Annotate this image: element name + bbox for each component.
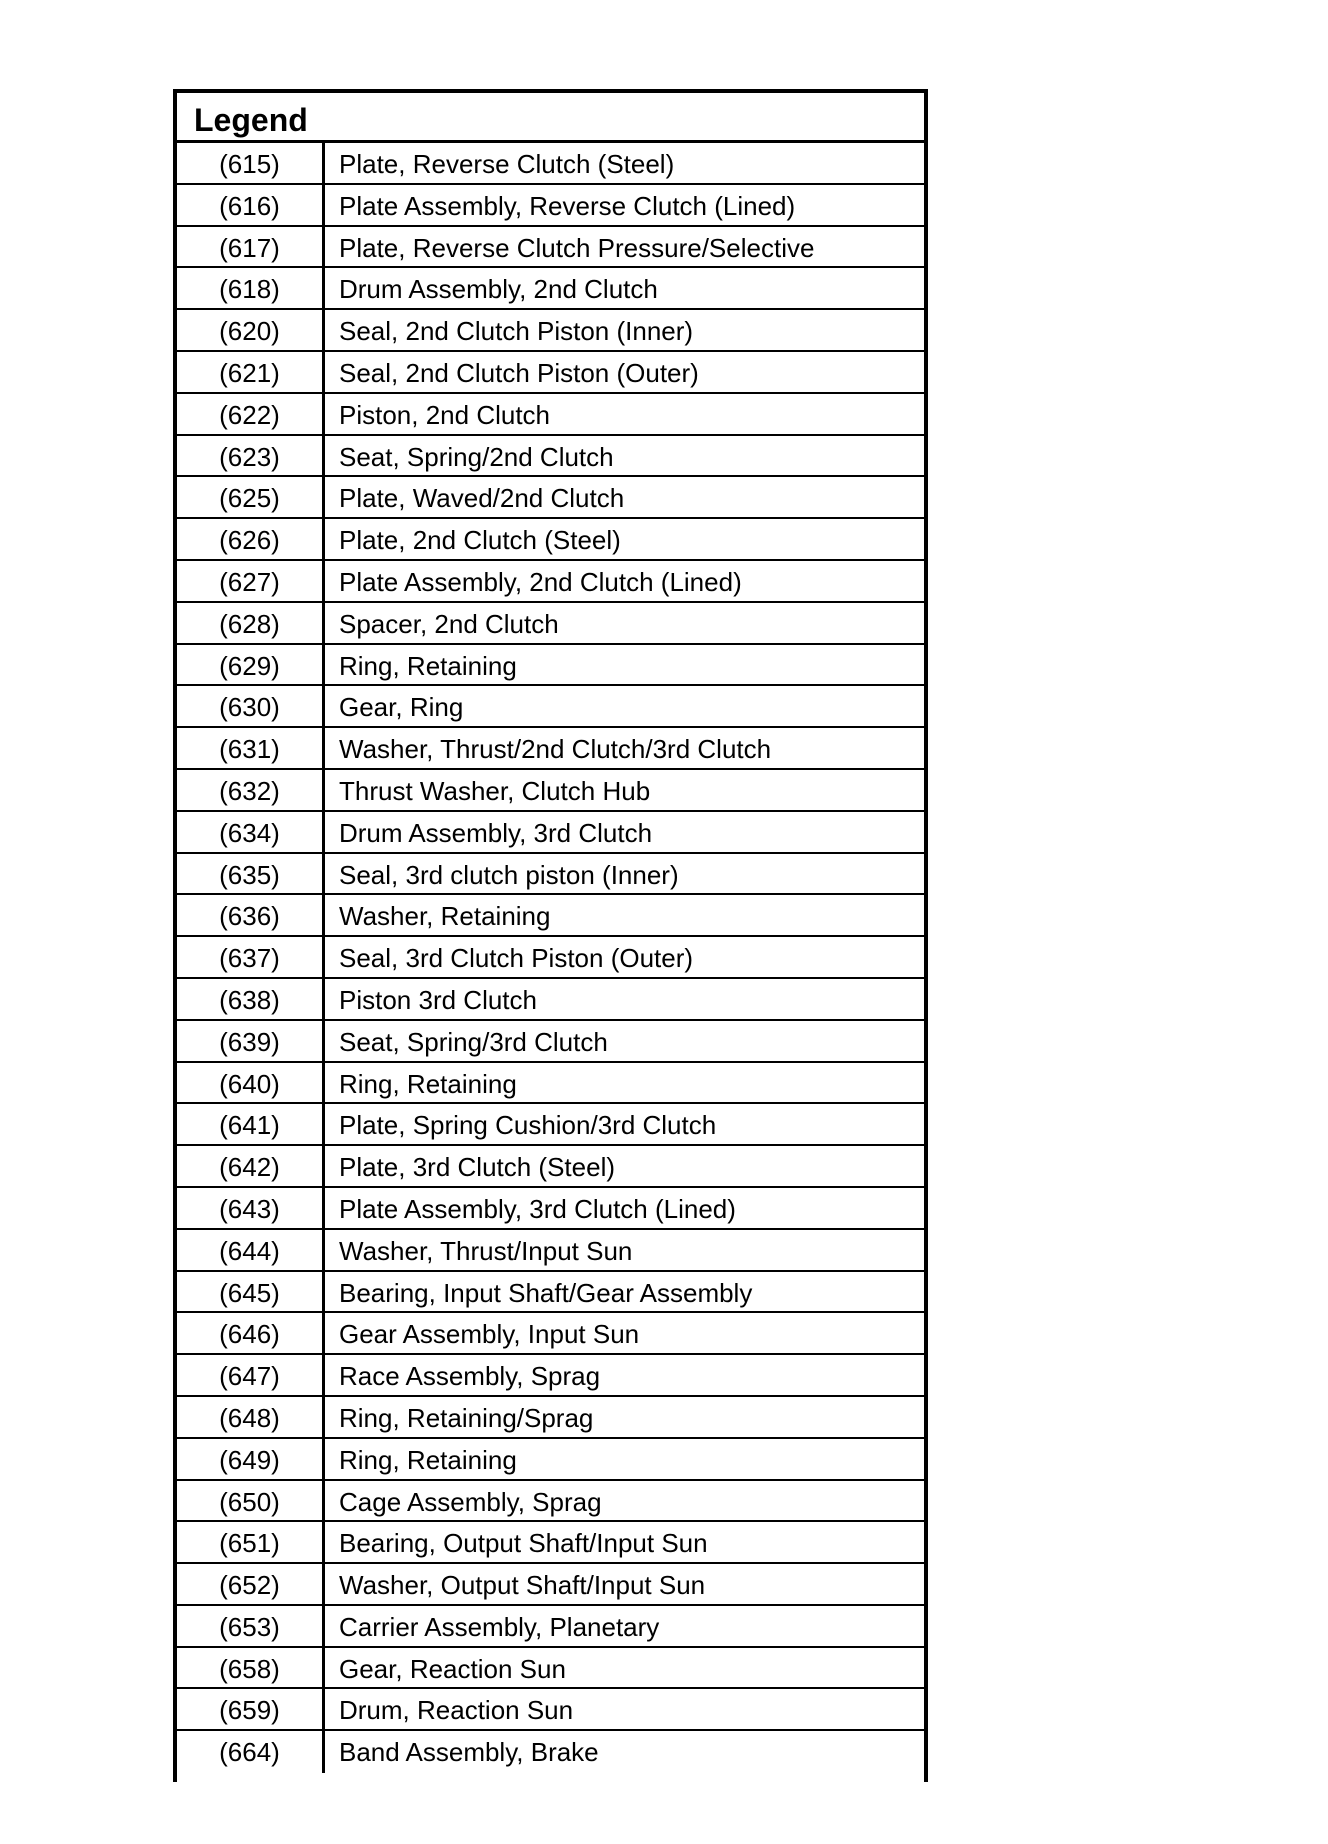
part-description: Spacer, 2nd Clutch: [339, 608, 559, 639]
legend-row: [177, 728, 924, 770]
part-description: Washer, Retaining: [339, 901, 551, 932]
legend-row: [177, 1188, 924, 1230]
part-number: (620): [177, 310, 325, 350]
legend-row: [177, 1063, 924, 1105]
legend-row: [177, 1104, 924, 1146]
part-number: (618): [177, 268, 325, 308]
part-number: (637): [177, 937, 325, 977]
part-number: (648): [177, 1397, 325, 1437]
legend-row: [177, 1021, 924, 1063]
legend-row: [177, 1564, 924, 1606]
legend-row: [177, 394, 924, 436]
legend-row: [177, 686, 924, 728]
part-number: (659): [177, 1689, 325, 1729]
part-description: Bearing, Input Shaft/Gear Assembly: [339, 1277, 753, 1308]
legend-row: [177, 1146, 924, 1188]
part-description: Seat, Spring/2nd Clutch: [339, 441, 614, 472]
part-number: (642): [177, 1146, 325, 1186]
part-description: Cage Assembly, Sprag: [339, 1486, 602, 1517]
legend-row: [177, 1689, 924, 1731]
part-description: Plate, Waved/2nd Clutch: [339, 483, 625, 514]
legend-row: [177, 268, 924, 310]
part-description: Plate, 2nd Clutch (Steel): [339, 525, 621, 556]
part-number: (658): [177, 1648, 325, 1688]
part-description: Plate, Reverse Clutch (Steel): [339, 149, 675, 179]
legend-row: [177, 1522, 924, 1564]
part-number: (621): [177, 352, 325, 392]
part-number: (636): [177, 895, 325, 935]
part-number: (625): [177, 477, 325, 517]
part-description: Washer, Thrust/2nd Clutch/3rd Clutch: [339, 734, 772, 765]
part-number: (626): [177, 519, 325, 559]
legend-row: [177, 1272, 924, 1314]
legend-row: [177, 352, 924, 394]
part-number: (635): [177, 854, 325, 894]
part-description: Ring, Retaining: [339, 1444, 517, 1475]
part-description: Ring, Retaining: [339, 650, 517, 681]
part-description: Seal, 2nd Clutch Piston (Outer): [339, 357, 699, 388]
legend-row: [177, 854, 924, 896]
part-description: Gear Assembly, Input Sun: [339, 1319, 640, 1350]
part-number: (622): [177, 394, 325, 434]
part-number: (639): [177, 1021, 325, 1061]
part-description: Drum, Reaction Sun: [339, 1695, 574, 1726]
part-description: Plate, Spring Cushion/3rd Clutch: [339, 1110, 717, 1141]
part-number: (638): [177, 979, 325, 1019]
legend-row: [177, 645, 924, 687]
legend-row: [177, 436, 924, 478]
part-number: (643): [177, 1188, 325, 1228]
legend-row: [177, 561, 924, 603]
part-number: (645): [177, 1272, 325, 1312]
part-description: Ring, Retaining/Sprag: [339, 1402, 594, 1433]
part-number: (651): [177, 1522, 325, 1562]
part-number: (628): [177, 603, 325, 643]
legend-row: [177, 1481, 924, 1523]
part-description: Plate, Reverse Clutch Pressure/Selective: [339, 232, 815, 263]
part-description: Piston 3rd Clutch: [339, 984, 537, 1015]
part-description: Gear, Ring: [339, 692, 464, 723]
part-number: (630): [177, 686, 325, 726]
part-number: (652): [177, 1564, 325, 1604]
part-description: Piston, 2nd Clutch: [339, 399, 551, 430]
legend-row: [177, 1397, 924, 1439]
part-description: Drum Assembly, 2nd Clutch: [339, 274, 658, 305]
legend-title: Legend: [177, 93, 924, 143]
part-number: (640): [177, 1063, 325, 1103]
part-description: Thrust Washer, Clutch Hub: [339, 775, 651, 806]
part-number: (627): [177, 561, 325, 601]
legend-row: [177, 1355, 924, 1397]
legend-row: [177, 310, 924, 352]
part-number: (634): [177, 812, 325, 852]
part-number: (646): [177, 1313, 325, 1353]
legend-row: [177, 1606, 924, 1648]
part-description: Ring, Retaining: [339, 1068, 517, 1099]
part-description: Drum Assembly, 3rd Clutch: [339, 817, 653, 848]
legend-row: [177, 143, 924, 185]
part-number: (631): [177, 728, 325, 768]
legend-row: [177, 1313, 924, 1355]
legend-row: [177, 1230, 924, 1272]
part-number: (649): [177, 1439, 325, 1479]
part-description: Seal, 3rd clutch piston (Inner): [339, 859, 679, 890]
part-number: (650): [177, 1481, 325, 1521]
legend-row: [177, 185, 924, 227]
legend-table: [173, 89, 928, 1782]
part-number: (615): [177, 143, 325, 183]
part-description: Seal, 3rd Clutch Piston (Outer): [339, 943, 694, 974]
part-number: (644): [177, 1230, 325, 1270]
part-number: (629): [177, 645, 325, 685]
part-number: (617): [177, 227, 325, 267]
part-description: Seal, 2nd Clutch Piston (Inner): [339, 316, 694, 347]
legend-row: [177, 603, 924, 645]
legend-row: [177, 812, 924, 854]
part-description: Bearing, Output Shaft/Input Sun: [339, 1528, 708, 1559]
part-description: Plate, 3rd Clutch (Steel): [339, 1152, 616, 1183]
part-number: (664): [177, 1731, 325, 1773]
part-description: Plate Assembly, 3rd Clutch (Lined): [339, 1193, 736, 1224]
legend-row: [177, 979, 924, 1021]
part-description: Washer, Thrust/Input Sun: [339, 1235, 633, 1266]
part-description: Washer, Output Shaft/Input Sun: [339, 1570, 706, 1601]
legend-row: [177, 519, 924, 561]
part-description: Race Assembly, Sprag: [339, 1361, 601, 1392]
part-number: (653): [177, 1606, 325, 1646]
legend-row: [177, 770, 924, 812]
legend-row: [177, 1731, 924, 1773]
legend-row: [177, 1439, 924, 1481]
part-description: Gear, Reaction Sun: [339, 1653, 566, 1684]
part-number: (647): [177, 1355, 325, 1395]
legend-row: [177, 477, 924, 519]
part-description: Plate Assembly, 2nd Clutch (Lined): [339, 566, 742, 597]
part-number: (616): [177, 185, 325, 225]
legend-row: [177, 937, 924, 979]
part-number: (632): [177, 770, 325, 810]
part-number: (623): [177, 436, 325, 476]
legend-row: [177, 1648, 924, 1690]
part-description: Band Assembly, Brake: [339, 1737, 599, 1768]
part-description: Plate Assembly, Reverse Clutch (Lined): [339, 190, 796, 221]
legend-row: [177, 227, 924, 269]
part-description: Seat, Spring/3rd Clutch: [339, 1026, 608, 1057]
legend-rows: [177, 143, 924, 1773]
legend-row: [177, 895, 924, 937]
part-description: Carrier Assembly, Planetary: [339, 1611, 660, 1642]
part-number: (641): [177, 1104, 325, 1144]
